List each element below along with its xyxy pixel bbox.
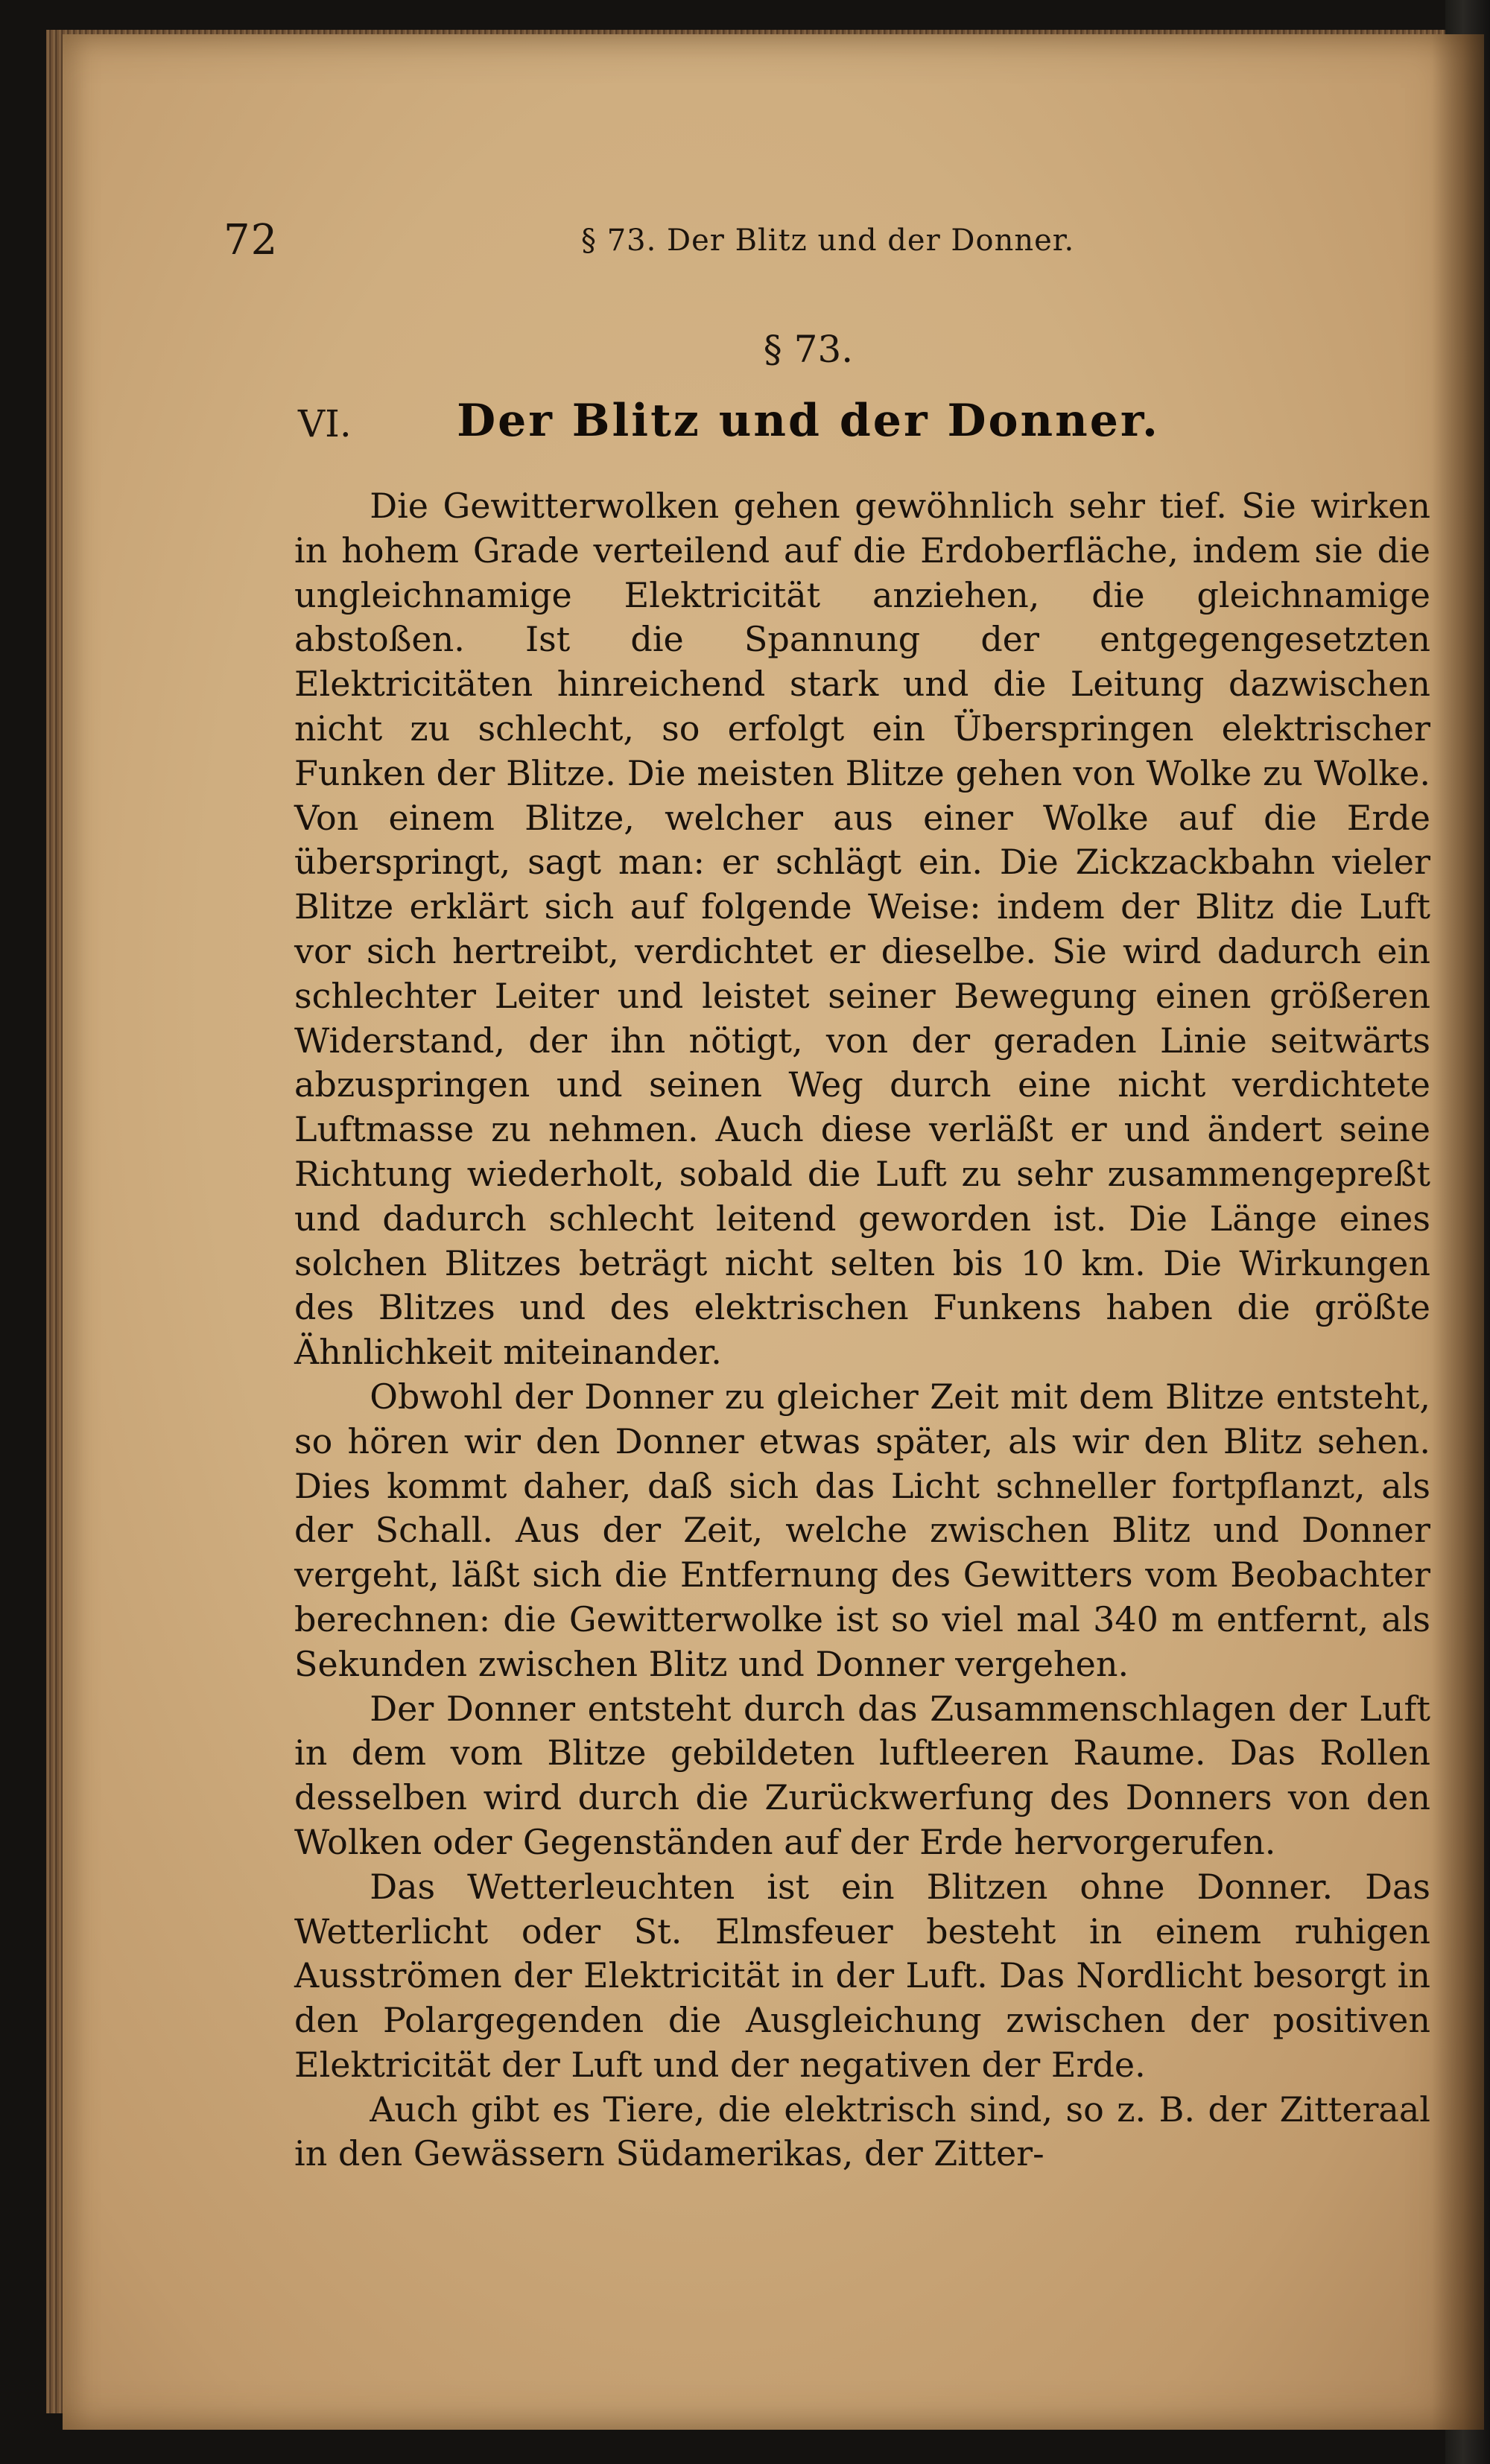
- paragraph-thunder-origin: Der Donner entsteht durch das Zusammenschlagen der Luft in dem vom Blitze gebildeten luftleeren Raume. Das Rollen desselben wird durch die Zurückwerfung des Donners von den Wolken oder Gegenständen auf der Erde hervorgerufen.: [294, 1688, 1430, 1862]
- chapter-label: VI.: [298, 402, 352, 445]
- running-head: [224, 216, 1192, 268]
- section-number: § 73.: [763, 328, 854, 371]
- paragraph-electric-animals: Auch gibt es Tiere, die elektrisch sind, so z. B. der Zitteraal in den Gewässern Südamerikas, der Zitter-: [294, 2089, 1430, 2174]
- section-title: Der Blitz und der Donner.: [457, 395, 1160, 447]
- gutter-shadow: [1432, 34, 1484, 2430]
- paragraph-lightning: Die Gewitterwolken gehen gewöhnlich sehr tief. Sie wirken in hohem Grade verteilend auf die Erdoberfläche, indem sie die ungleichnamige Elektricität anziehen, die gleichnamige abstoßen. Ist die Spannung der entgegengesetzten Elektricitäten hinreichend stark und die Leitung dazwischen nicht zu schlecht, so erfolgt ein Überspringen elektrischer Funken der Blitze. Die meisten Blitze gehen von Wolke zu Wolke. Von einem Blitze, welcher aus einer Wolke auf die Erde überspringt, sagt man: er schlägt ein. Die Zickzackbahn vieler Blitze erklärt sich auf folgende Weise: indem der Blitz die Luft vor sich hertreibt, verdichtet er dieselbe. Sie wird dadurch ein schlechter Leiter und leistet seiner Bewegung einen größeren Widerstand, der ihn nötigt, von der geraden Linie seitwärts abzuspringen und seinen Weg durch eine nicht verdichtete Luftmasse zu nehmen. Auch diese verläßt er und ändert seine Richtung wiederholt, sobald die Luft zu sehr zusammengepreßt und dadurch schlecht leitend geworden ist. Die Länge eines solchen Blitzes beträgt nicht selten bis 10 km. Die Wirkungen des Blitzes und des elektrischen Funkens haben die größte Ähnlichkeit miteinander.: [294, 486, 1430, 1373]
- body-text: [294, 484, 1430, 2176]
- page-number: 72: [224, 216, 279, 264]
- running-head-title: § 73. Der Blitz und der Donner.: [581, 223, 1075, 258]
- paragraph-sheet-lightning: Das Wetterleuchten ist ein Blitzen ohne Donner. Das Wetterlicht oder St. Elmsfeuer besteht in einem ruhigen Ausströmen der Elektricität in der Luft. Das Nordlicht besorgt in den Polargegenden die Ausgleichung zwischen der positiven Elektricität der Luft und der negativen der Erde.: [294, 1866, 1430, 2085]
- paragraph-thunder-delay: Obwohl der Donner zu gleicher Zeit mit dem Blitze entsteht, so hören wir den Donner etwas später, als wir den Blitz sehen. Dies kommt daher, daß sich das Licht schneller fortpflanzt, als der Schall. Aus der Zeit, welche zwischen Blitz und Donner vergeht, läßt sich die Entfernung des Gewitters vom Beobachter berechnen: die Gewitterwolke ist so viel mal 340 m entfernt, als Sekunden zwischen Blitz und Donner vergehen.: [294, 1376, 1430, 1684]
